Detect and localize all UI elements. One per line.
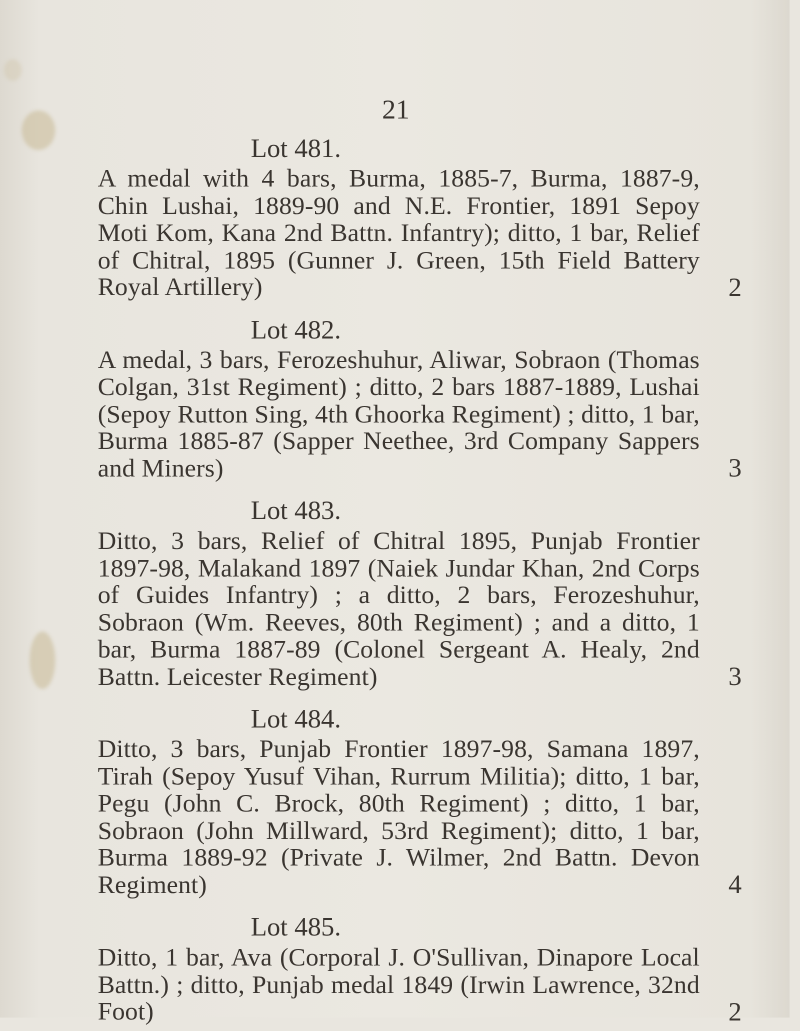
lot-title: Lot 484.	[250, 703, 342, 734]
paper-stain	[30, 632, 56, 689]
lot-title: Lot 483.	[250, 495, 342, 526]
lot-quantity: 2	[728, 996, 742, 1026]
lot-quantity: 2	[728, 271, 742, 302]
lot-description: Ditto, 3 bars, Punjab Frontier 1897-98, Samana 1897, Tirah (Sepoy Yusuf Vihan, Rurrum Militia); ditto, 1 bar, Pegu (John C. Brock, 80th Regiment) ; ditto, 1 bar, Sobraon (John Millward, 53rd Regiment); ditto, 1 bar, Burma 1889-92 (Private J. Wilmer, 2nd Battn. Devon Regiment)	[97, 734, 700, 899]
lot-description: Ditto, 3 bars, Relief of Chitral 1895, Punjab Frontier 1897-98, Malakand 1897 (Naiek Jundar Khan, 2nd Corps of Guides Infantry) ; a ditto, 2 bars, Ferozeshuhur, Sobraon (Wm. Reeves, 80th Regiment) ; and a ditto, 1 bar, Burma 1887-89 (Colonel Sergeant A. Healy, 2nd Battn. Leicester Regiment)	[97, 526, 700, 691]
lot-description: A medal with 4 bars, Burma, 1885-7, Burma, 1887-9, Chin Lushai, 1889-90 and N.E. Frontier, 1891 Sepoy Moti Kom, Kana 2nd Battn. Infantry); ditto, 1 bar, Relief of Chitral, 1895 (Gunner J. Green, 15th Field Battery Royal Artillery)	[97, 163, 700, 302]
lot-quantity: 3	[728, 453, 742, 483]
page-number: 21	[381, 94, 410, 126]
lot-description: A medal, 3 bars, Ferozeshuhur, Aliwar, Sobraon (Thomas Colgan, 31st Regiment) ; ditto, 2 bars 1887-1889, Lushai (Sepoy Rutton Sing, 4th Ghoorka Regiment) ; ditto, 1 bar, Burma 1885-87 (Sapper Neethee, 3rd Company Sappers and Miners)	[97, 344, 700, 483]
paper-stain	[4, 59, 22, 81]
lot-title: Lot 482.	[250, 314, 342, 344]
lot-title: Lot 485.	[250, 911, 342, 942]
lot-quantity: 4	[728, 869, 742, 900]
lot-title: Lot 481.	[250, 133, 342, 163]
paper-stain	[22, 111, 56, 150]
lot-description: Ditto, 1 bar, Ava (Corporal J. O'Sullivan, Dinapore Local Battn.) ; ditto, Punjab medal 1849 (Irwin Lawrence, 32nd Foot)	[97, 942, 700, 1026]
lot-quantity: 3	[728, 661, 742, 691]
